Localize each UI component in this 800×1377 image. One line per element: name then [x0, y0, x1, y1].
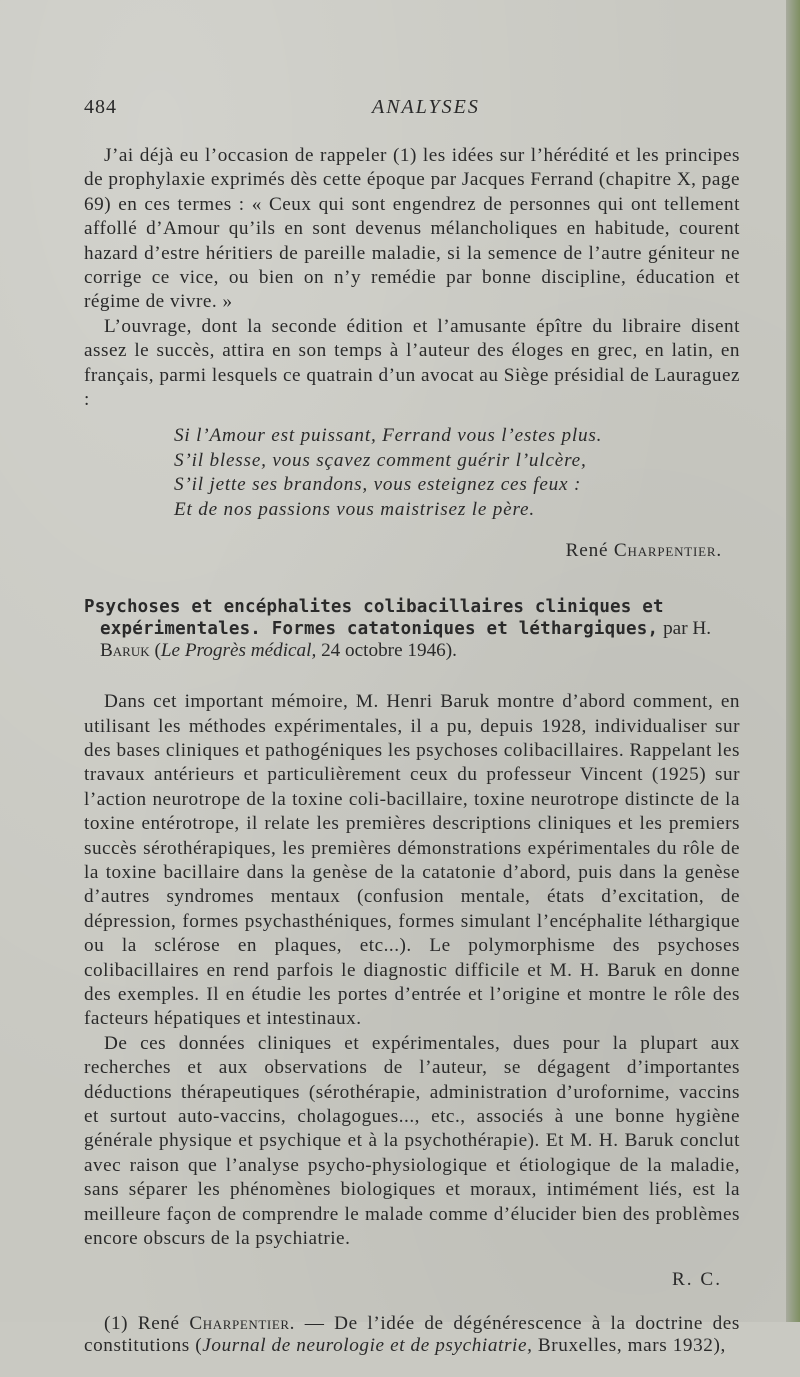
signature-first-name: René	[565, 540, 609, 562]
footnote-text-before: — De l’idée de dégénérescence à la doctrine des constitutions (	[84, 1313, 740, 1357]
review2-author: Baruk	[100, 640, 150, 662]
page-content	[84, 96, 740, 1377]
review2-journal: Le Progrès médical,	[160, 640, 317, 662]
review2-paragraph-2: De ces données cliniques et expérimentales, dues pour la plupart aux recherches et aux observations de l’auteur, se dégagent d’importantes déductions thérapeutiques (sérothérapie, administration d’urofornime, vaccins et surtout auto-vaccins, cholagogues..., etc., associés à une bonne hygiène générale physique et psychique et à la psychothérapie). Et M. H. Baruk conclut avec raison que l’analyse psycho-physiologique et étiologique de la maladie, sans séparer les phénomènes biologiques et moraux, intimément liés, est la meilleure façon de comprendre le malade comme d’élucider bien des problèmes encore obscurs de la psychiatrie.	[84, 1032, 740, 1250]
quatrain-line-3: S’il jette ses brandons, vous esteignez ces feux :	[174, 474, 582, 496]
review1-paragraph-2: L’ouvrage, dont la seconde édition et l’amusante épître du libraire disent assez le succès, attira en son temps à l’auteur des éloges en grec, en latin, en français, parmi lesquels ce quatrain d’un avocat au Siège présidial de Lauraguez :	[84, 315, 740, 411]
running-head	[84, 96, 740, 122]
quatrain-line-1: Si l’Amour est puissant, Ferrand vous l’estes plus.	[174, 425, 603, 447]
review2-heading	[84, 596, 740, 662]
review2-paragraph-1: Dans cet important mémoire, M. Henri Baruk montre d’abord comment, en utilisant les méthodes expérimentales, il a pu, depuis 1928, individualiser sur des bases cliniques et pathogéniques les psychoses colibacillaires. Rappelant les travaux antérieurs et particulièrement ceux du professeur Vincent (1925) sur l’action neurotrope de la toxine coli-bacillaire, toxine neurotrope distincte de la toxine entérotrope, il relate les premières descriptions cliniques et les premiers succès sérothérapiques, les premières démonstrations expérimentales du rôle de la toxine bacillaire dans la genèse de la catatonie d’abord, puis dans la genèse d’autres syndromes mentaux (confusion mentale, états d’excitation, de dépression, formes psychasthéniques, formes simulant l’encéphalite léthargique ou la sclérose en plaques, etc...). Le polymorphisme des psychoses colibacillaires en rend parfois le diagnostic difficile et M. H. Baruk en donne des exemples. Il en étudie les portes d’entrée et l’origine et montre le rôle des facteurs hépatiques et intestinaux.	[84, 691, 740, 1030]
review2-title: Psychoses et encéphalites colibacillaires cliniques et expérimentales. Formes catatoniques et léthargiques,	[84, 597, 664, 640]
quatrain	[174, 424, 740, 522]
footnote-prefix: (1) René	[104, 1313, 180, 1335]
review1-signature	[84, 540, 740, 562]
page-number: 484	[84, 96, 117, 118]
footnote-author: Charpentier.	[189, 1313, 296, 1335]
footnote	[84, 1313, 740, 1357]
review2-date: 24 octobre 1946).	[321, 640, 457, 662]
footnote-text-after: Bruxelles, mars 1932),	[532, 1335, 726, 1357]
review2-open-paren: (	[154, 640, 161, 662]
quatrain-line-4: Et de nos passions vous maistrisez le père.	[174, 498, 535, 520]
review1-paragraph-1: J’ai déjà eu l’occasion de rappeler (1) les idées sur l’hérédité et les principes de prophylaxie exprimés dès cette époque par Jacques Ferrand (chapitre X, page 69) en ces termes : « Ceux qui sont engendrez de personnes qui ont tellement affollé d’Amour qu’ils en sont devenus mélancholiques en habitude, courent hazard d’estre héritiers de pareille maladie, si la semence de l’autre géniteur ne corrige ce vice, ou bien on n’y remédie par bonne discipline, éducation et régime de vivre. »	[84, 145, 740, 313]
section-title: ANALYSES	[372, 96, 480, 118]
quatrain-line-2: S’il blesse, vous sçavez comment guérir l’ulcère,	[174, 449, 587, 471]
signature-last-name: Charpentier.	[613, 540, 722, 562]
page-edge-shadow	[786, 0, 800, 1322]
footnote-journal: Journal de neurologie et de psychiatrie,	[202, 1335, 533, 1357]
review2-by: par H.	[663, 618, 712, 640]
review2-signature: R. C.	[672, 1269, 722, 1291]
